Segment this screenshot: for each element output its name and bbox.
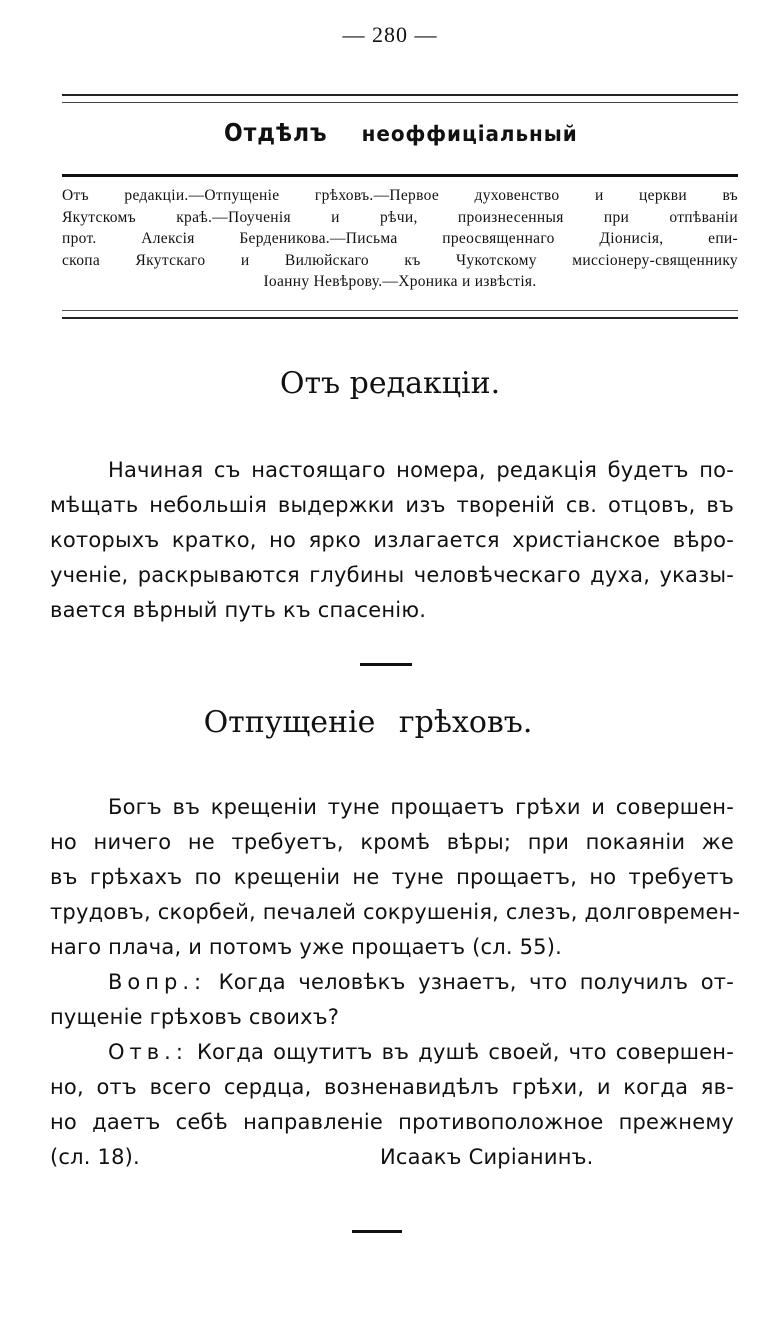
contents-line: Отъ редакціи.—Отпущеніе грѣховъ.—Первое духовенство и церкви въ <box>62 187 738 204</box>
editorial-line: которыхъ кратко, но ярко излагается христіанское вѣро- <box>50 528 734 552</box>
answer-line: но, отъ всего сердца, возненавидѣлъ грѣхи, и когда яв- <box>50 1075 734 1099</box>
section-separator <box>360 663 412 666</box>
signature-line <box>50 1140 734 1175</box>
editorial-line: мѣщать небольшія выдержки изъ твореній св. отцовъ, въ <box>50 493 734 517</box>
header-double-rule <box>62 94 738 103</box>
section-heading <box>0 118 780 147</box>
table-of-contents <box>62 185 738 293</box>
absolution-line: наго плача, и потомъ уже прощаетъ (сл. 55). <box>50 935 563 959</box>
editorial-line: вается вѣрный путь къ спасенію. <box>50 598 427 622</box>
answer-line <box>50 1035 734 1070</box>
contents-line: прот. Алексія Берденикова.—Письма преосвященнаго Діонисія, епи- <box>62 230 738 247</box>
editorial-body <box>50 453 734 628</box>
editorial-title: Отъ редакціи. <box>279 366 501 401</box>
answer-line: но даетъ себѣ направленіе противоположное прежнему <box>50 1110 734 1134</box>
page-number: — 280 — <box>342 22 438 47</box>
editorial-line: Начиная съ настоящаго номера, редакція будетъ по- <box>108 458 734 482</box>
absolution-line: въ грѣхахъ по крещеніи не туне прощаетъ, но требуетъ <box>50 865 734 889</box>
absolution-body <box>50 790 741 1175</box>
absolution-title: Отпущеніе грѣховъ. <box>203 705 533 740</box>
end-separator <box>352 1230 402 1233</box>
editorial-line: ученіе, раскрываются глубины человѣческаго духа, указы- <box>50 563 734 587</box>
absolution-line: но ничего не требуетъ, кромѣ вѣры; при покаяніи же <box>50 830 734 854</box>
question-text: Когда человѣкъ узнаетъ, что получилъ от- <box>218 970 734 994</box>
question-line <box>50 965 734 1000</box>
section-heading-word-2: неоффиціальный <box>361 122 578 146</box>
contents-line: Якутскомъ краѣ.—Поученія и рѣчи, произнесенныя при отпѣваніи <box>62 208 738 226</box>
absolution-line: Богъ въ крещеніи туне прощаетъ грѣхи и совершен- <box>108 795 734 819</box>
answer-text: Когда ощутитъ въ душѣ своей, что совершен- <box>196 1040 734 1064</box>
contents-line: скопа Якутскаго и Вилюйскаго къ Чукотскому миссіонеру-священнику <box>62 251 738 269</box>
contents-line: Іоанну Невѣрову.—Хроника и извѣстія. <box>263 273 537 290</box>
citation-reference: (сл. 18). <box>50 1145 140 1169</box>
contents-double-rule <box>62 310 738 319</box>
absolution-line: трудовъ, скорбей, печалей сокрушенія, слезъ, долговремен- <box>50 900 741 924</box>
section-heading-word-1: Отдѣлъ <box>223 118 328 147</box>
heading-thick-rule <box>62 174 738 177</box>
question-line: пущеніе грѣховъ своихъ? <box>50 1005 340 1029</box>
author-signature: Исаакъ Сиріанинъ. <box>380 1145 594 1169</box>
question-label: Вопр.: <box>108 970 207 994</box>
answer-label: Отв.: <box>108 1040 188 1064</box>
